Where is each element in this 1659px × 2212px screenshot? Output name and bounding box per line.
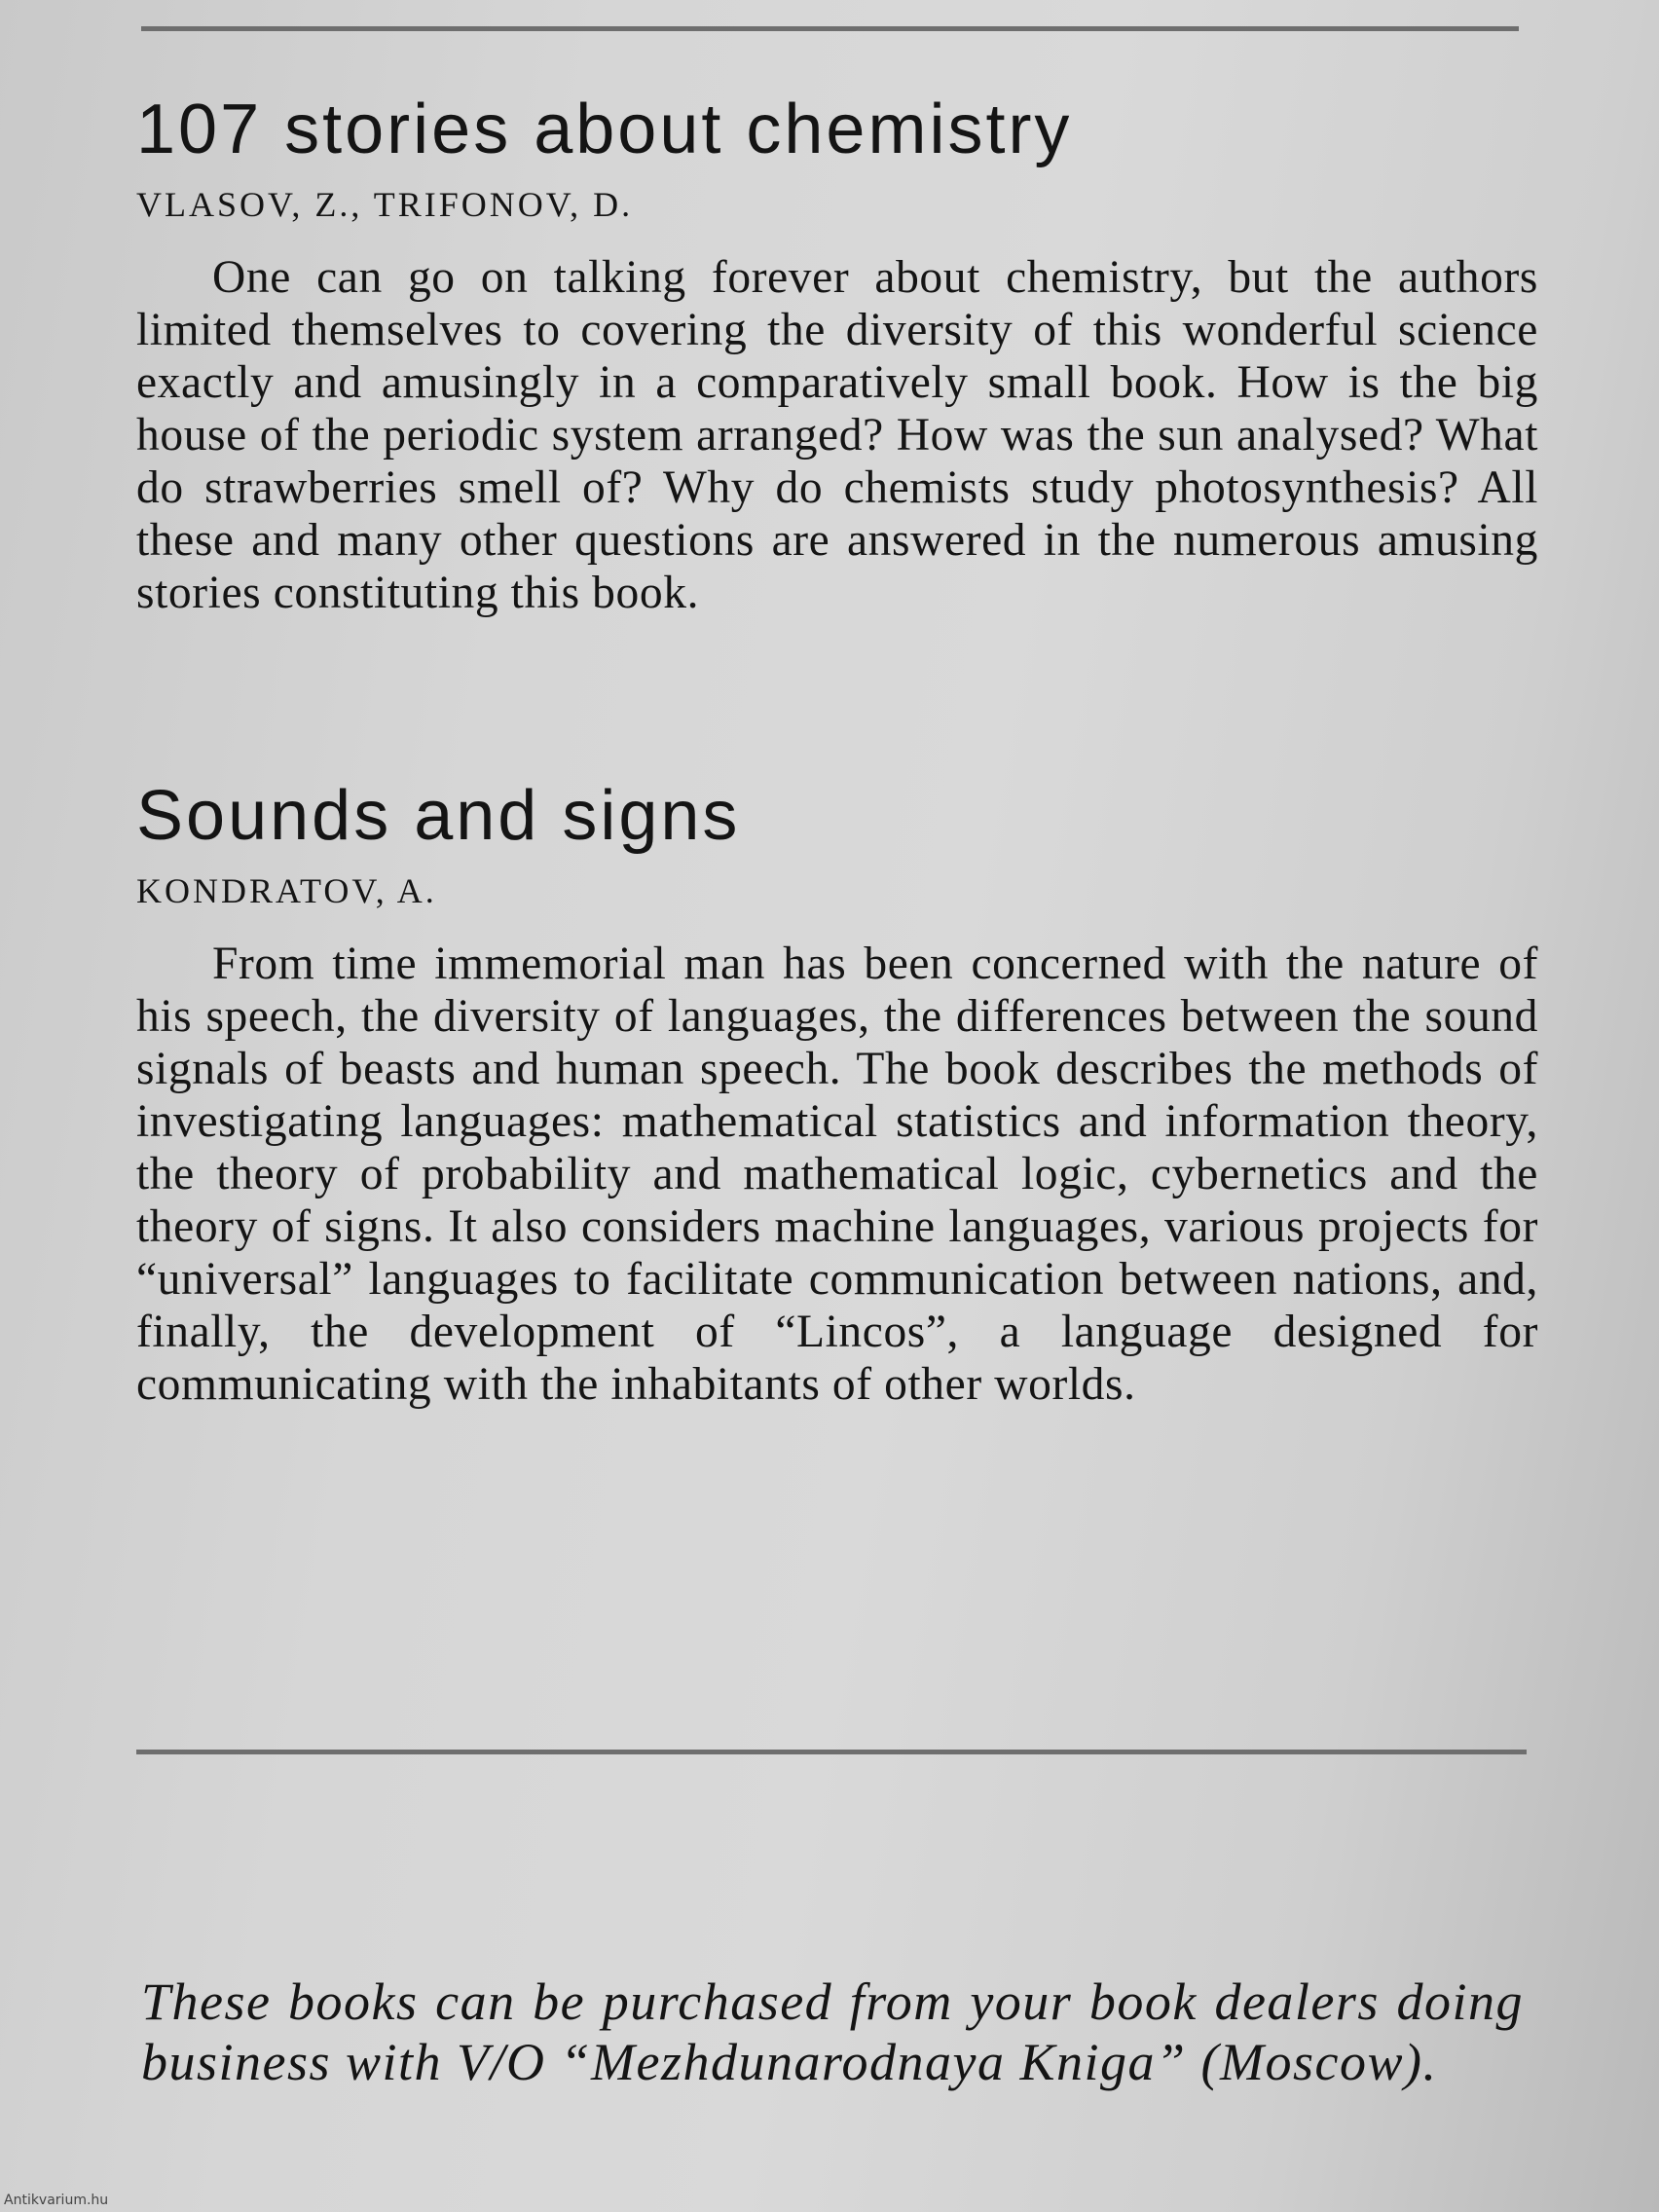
watermark: Antikvarium.hu [4,2193,109,2208]
book-entry-sounds [136,772,1538,1457]
book-authors: VLASOV, Z., TRIFONOV, D. [136,185,634,224]
book-title: 107 stories about chemistry [136,91,1073,168]
book-authors: KONDRATOV, A. [136,871,437,910]
purchase-note: These books can be purchased from your book dealers doing business with V/O “Mezhdunarodnaya Kniga” (Moscow). [141,1972,1524,2091]
book-title: Sounds and signs [136,777,741,855]
top-divider [141,26,1519,31]
book-entry-chemistry [136,86,1538,666]
book-description: One can go on talking forever about chemistry, but the authors limited themselves to covering the diversity of this wonderful science exactly and amusingly in a comparatively small book. How is the big house of the periodic system arranged? How was the sun analysed? What do strawberries smell of? Why do chemists study photosynthesis? All these and many other questions are answered in the numerous amusing stories constituting this book. [136,252,1538,618]
footer-divider [136,1750,1527,1754]
book-description: From time immemorial man has been concerned with the nature of his speech, the diversity of languages, the differences between the sound signals of beasts and human speech. The book describes the methods of investigating languages: mathematical statistics and information theory, the theory of probability and mathematical logic, cybernetics and the theory of signs. It also considers machine languages, various projects for “universal” languages to facilitate communication between nations, and, finally, the development of “Lincos”, a language designed for communicating with the inhabitants of other worlds. [136,939,1538,1410]
